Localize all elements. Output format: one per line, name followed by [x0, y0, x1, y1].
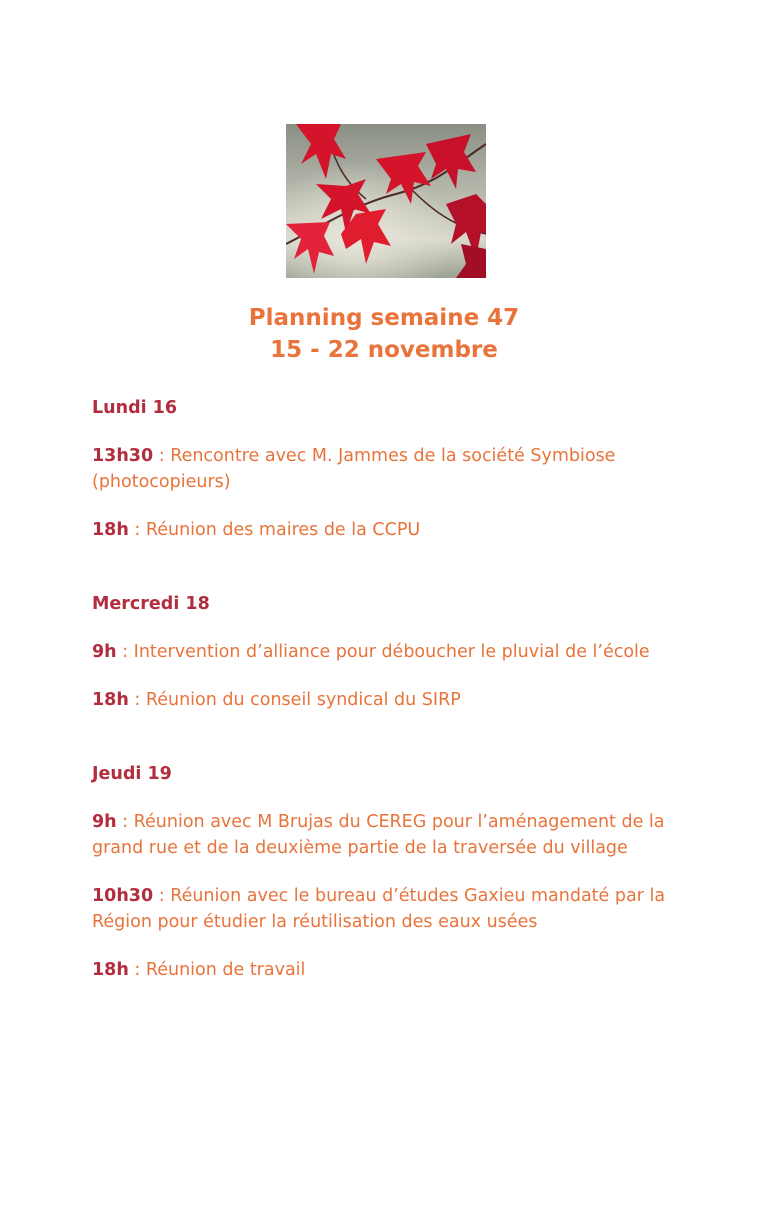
- entry-text: : Rencontre avec M. Jammes de la société Symbiose (photocopieurs): [92, 446, 616, 492]
- title-line-1: Planning semaine 47: [248, 305, 520, 331]
- day-label-jeudi: Jeudi 19: [92, 764, 172, 784]
- entry-text: : Intervention d’alliance pour déboucher le pluvial de l’école: [116, 642, 650, 662]
- entry-time: 10h30: [92, 886, 154, 906]
- entry-time: 9h: [92, 812, 117, 832]
- entry-text: : Réunion de travail: [128, 960, 306, 980]
- schedule-entry: [92, 883, 692, 935]
- entry-time: 13h30: [92, 446, 154, 466]
- schedule: [92, 395, 692, 983]
- day-label-mercredi: Mercredi 18: [92, 594, 210, 614]
- schedule-entry: [92, 443, 692, 495]
- schedule-entry: [92, 687, 692, 713]
- page-title: [0, 302, 768, 366]
- leaf-image-icon: [286, 124, 486, 278]
- schedule-entry: [92, 639, 692, 665]
- schedule-entry: [92, 517, 692, 543]
- entry-time: 9h: [92, 642, 117, 662]
- entry-time: 18h: [92, 690, 129, 710]
- entry-text: : Réunion avec M Brujas du CEREG pour l’aménagement de la grand rue et de la deuxième partie de la traversée du village: [92, 812, 665, 858]
- title-line-2: 15 - 22 novembre: [270, 337, 498, 363]
- schedule-entry: [92, 957, 692, 983]
- red-leaves-photo: [286, 124, 486, 278]
- entry-time: 18h: [92, 960, 129, 980]
- schedule-entry: [92, 809, 692, 861]
- day-label-lundi: Lundi 16: [92, 398, 178, 418]
- entry-text: : Réunion du conseil syndical du SIRP: [128, 690, 461, 710]
- entry-text: : Réunion avec le bureau d’études Gaxieu mandaté par la Région pour étudier la réutilisation des eaux usées: [92, 886, 666, 932]
- entry-text: : Réunion des maires de la CCPU: [128, 520, 421, 540]
- entry-time: 18h: [92, 520, 129, 540]
